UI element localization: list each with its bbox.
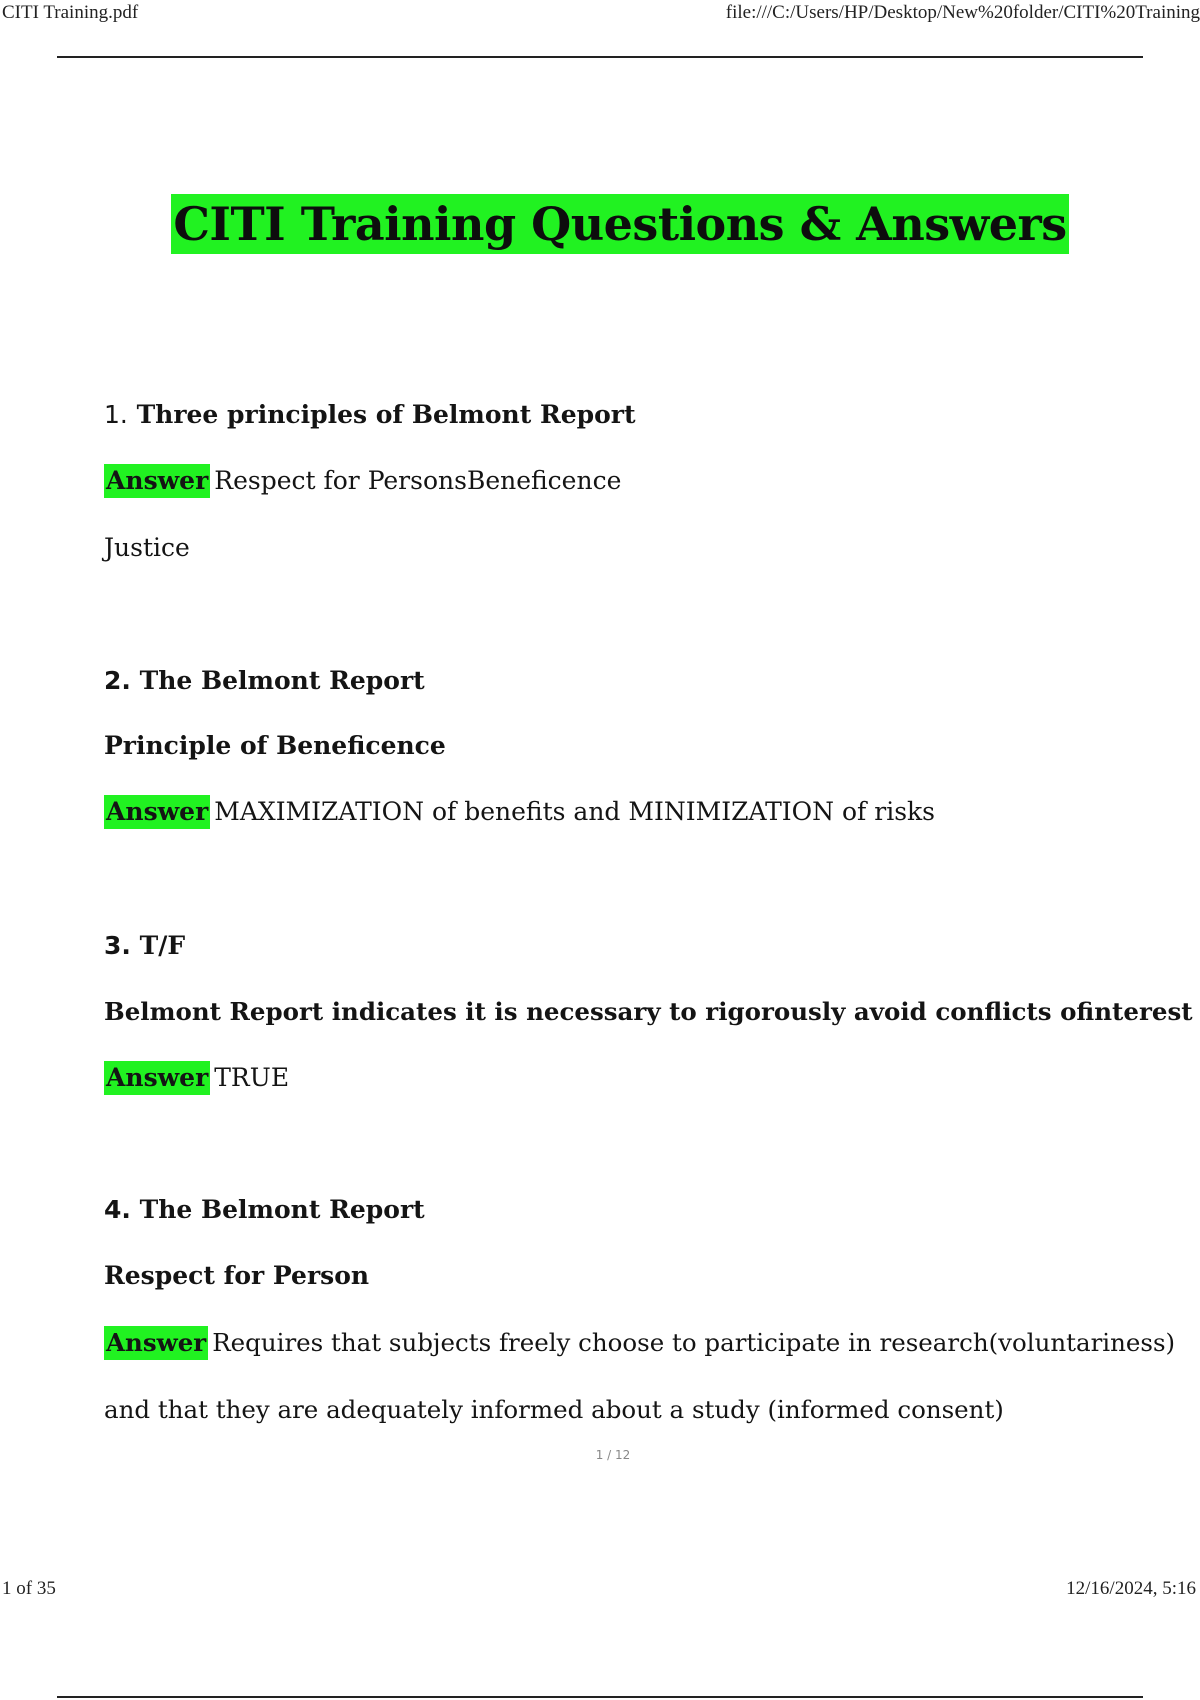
question-3-answer — [104, 1061, 289, 1095]
question-4-answer-continued: and that they are adequately informed about a study (informed consent) — [104, 1395, 1004, 1424]
print-footer-datetime: 12/16/2024, 5:16 — [1066, 1578, 1196, 1599]
print-footer-page: 1 of 35 — [2, 1578, 56, 1599]
question-1-text: Three principles of Belmont Report — [136, 400, 636, 429]
question-2-prompt — [104, 664, 425, 698]
question-4-prompt — [104, 1193, 425, 1227]
question-1-answer-continued: Justice — [104, 533, 190, 562]
question-2-text: The Belmont Report — [139, 666, 425, 695]
question-2-number: 2. — [104, 666, 131, 695]
question-3-prompt — [104, 929, 185, 963]
header-divider — [57, 56, 1143, 58]
print-header-filename: CITI Training.pdf — [2, 2, 139, 23]
question-1-prompt — [104, 398, 636, 432]
question-1-answer — [104, 464, 621, 498]
question-3-subprompt: Belmont Report indicates it is necessary to rigorously avoid conflicts ofinterest — [104, 997, 1193, 1026]
answer-label: Answer — [104, 464, 210, 498]
question-4-text: The Belmont Report — [139, 1195, 425, 1224]
question-2-answer — [104, 795, 935, 829]
print-header-url: file:///C:/Users/HP/Desktop/New%20folder/CITI%20Training — [725, 2, 1200, 23]
answer-label: Answer — [104, 1061, 210, 1095]
question-4-answer — [104, 1326, 1175, 1360]
page-counter: 1 / 12 — [595, 1448, 631, 1462]
question-3-number: 3. — [104, 931, 131, 960]
question-3-answer-text: TRUE — [214, 1063, 290, 1092]
footer-divider — [57, 1696, 1143, 1698]
answer-label: Answer — [104, 795, 210, 829]
document-title-text: CITI Training Questions & Answers — [171, 194, 1068, 254]
question-2-answer-text: MAXIMIZATION of benefits and MINIMIZATION of risks — [214, 797, 936, 826]
question-4-subprompt: Respect for Person — [104, 1261, 370, 1290]
question-1-number: 1. — [104, 400, 128, 429]
question-4-number: 4. — [104, 1195, 131, 1224]
question-3-text: T/F — [139, 931, 186, 960]
answer-label: Answer — [104, 1326, 208, 1360]
document-title — [0, 194, 1200, 254]
question-2-subprompt: Principle of Beneficence — [104, 731, 446, 760]
question-1-answer-text: Respect for PersonsBeneficence — [214, 466, 622, 495]
question-4-answer-text: Requires that subjects freely choose to participate in research(voluntariness) — [212, 1328, 1176, 1357]
